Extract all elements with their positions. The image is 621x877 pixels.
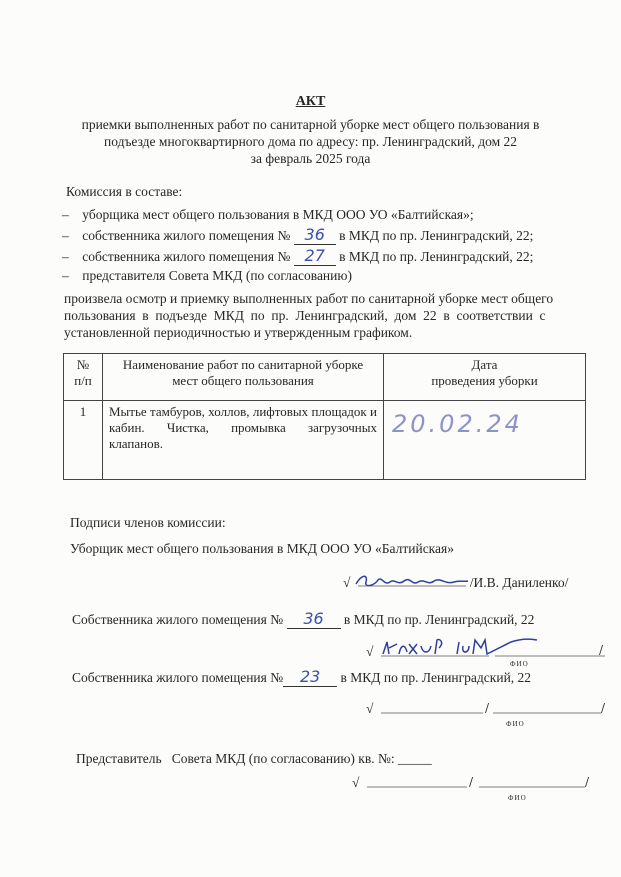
svg-text:/: / xyxy=(584,775,589,789)
owner2-number: 23 xyxy=(299,667,321,686)
representative-fio-label: ФИО xyxy=(508,794,527,802)
commission-item-3 xyxy=(62,248,533,266)
table-cell-date xyxy=(384,401,586,480)
body-text-line2: пользования в подъезде МКД по пр. Ленинградский, дом 22 в соответствии с xyxy=(64,308,546,323)
table-header-work xyxy=(103,354,384,401)
cleaner-name: /И.В. Даниленко/ xyxy=(469,575,569,590)
check-mark: √ xyxy=(352,775,360,790)
dash: – xyxy=(62,268,69,283)
owner1-suffix: в МКД по пр. Ленинградский, 22 xyxy=(343,612,535,627)
owner2-suffix: в МКД по пр. Ленинградский, 22 xyxy=(340,670,532,685)
owner1-number: 36 xyxy=(303,609,324,628)
document-title: АКТ xyxy=(295,94,326,109)
commission-item-2-number: 36 xyxy=(304,225,325,244)
commission-item-3-number-field xyxy=(294,248,336,266)
header-text: Дата xyxy=(471,357,498,372)
header-text: мест общего пользования xyxy=(172,373,314,388)
header-text: Наименование работ по санитарной уборке xyxy=(122,357,364,372)
check-mark: √ xyxy=(366,644,374,659)
commission-item-2-prefix: собственника жилого помещения № xyxy=(82,228,291,243)
table-cell-work: Мытье тамбуров, холлов, лифтовых площадок и кабин. Чистка, промывка загрузочных клапанов. xyxy=(103,401,384,480)
commission-item-2-suffix: в МКД по пр. Ленинградский, 22; xyxy=(339,228,534,243)
dash: – xyxy=(62,228,69,243)
owner2-prefix: Собственника жилого помещения № xyxy=(72,670,284,685)
representative-label: Представитель Совета МКД (по согласованию) кв. №: _____ xyxy=(76,751,432,766)
representative-signature-line xyxy=(352,775,593,791)
header-text: п/п xyxy=(74,373,92,388)
owner1-fio-label: ФИО xyxy=(510,660,529,668)
owner1-line xyxy=(72,611,534,629)
table-header-number xyxy=(64,354,103,401)
table-row xyxy=(64,401,586,480)
commission-item-2 xyxy=(62,227,533,245)
svg-text:/: / xyxy=(468,775,473,789)
commission-item-3-prefix: собственника жилого помещения № xyxy=(82,249,291,264)
handwritten-date: 20.02.24 xyxy=(392,410,523,438)
commission-item-1 xyxy=(62,207,474,223)
body-text-line1: произвела осмотр и приемку выполненных работ по санитарной уборке мест общего xyxy=(64,291,554,306)
cleaner-label: Уборщик мест общего пользования в МКД ООО УО «Балтийская» xyxy=(70,541,454,556)
owner2-signature-line xyxy=(366,701,607,717)
signatures-heading: Подписи членов комиссии: xyxy=(70,515,226,530)
commission-item-2-number-field xyxy=(294,227,336,245)
commission-item-1-text: уборщика мест общего пользования в МКД ООО УО «Балтийская»; xyxy=(82,207,474,222)
commission-item-4 xyxy=(62,268,352,284)
representative-signature-blank xyxy=(363,775,593,789)
header-text: проведения уборки xyxy=(431,373,538,388)
commission-item-4-text: представителя Совета МКД (по согласованию) xyxy=(82,268,352,283)
dash: – xyxy=(62,249,69,264)
document-subtitle-line1: приемки выполненных работ по санитарной уборке мест общего пользования в xyxy=(81,117,540,132)
owner1-number-field xyxy=(287,611,341,629)
header-text: № xyxy=(76,357,90,372)
body-text-line3: установленной периодичностью и утвержденным графиком. xyxy=(64,325,413,340)
owner2-line xyxy=(72,669,531,687)
owner1-signature-line xyxy=(366,636,607,662)
document-subtitle-line3: за февраль 2025 года xyxy=(250,151,371,166)
check-mark: √ xyxy=(343,575,351,590)
svg-text:/: / xyxy=(598,643,603,657)
owner1-signature xyxy=(377,636,607,662)
commission-item-3-suffix: в МКД по пр. Ленинградский, 22; xyxy=(339,249,534,264)
works-table xyxy=(63,353,586,480)
table-cell-number: 1 xyxy=(64,401,103,480)
svg-text:/: / xyxy=(600,701,605,715)
owner2-fio-label: ФИО xyxy=(506,720,525,728)
check-mark: √ xyxy=(366,701,374,716)
document-subtitle-line2: подъезде многоквартирного дома по адресу: пр. Ленинградский, дом 22 xyxy=(104,134,517,149)
cleaner-signature-line xyxy=(343,572,568,591)
svg-text:/: / xyxy=(484,701,489,715)
table-header-row xyxy=(64,354,586,401)
commission-heading: Комиссия в составе: xyxy=(66,184,183,199)
table-header-date xyxy=(384,354,586,401)
owner1-prefix: Собственника жилого помещения № xyxy=(72,612,284,627)
dash: – xyxy=(62,207,69,222)
commission-item-3-number: 27 xyxy=(304,246,325,265)
owner2-signature-blank xyxy=(377,701,607,715)
cleaner-signature xyxy=(354,572,470,590)
owner2-number-field xyxy=(283,669,337,687)
